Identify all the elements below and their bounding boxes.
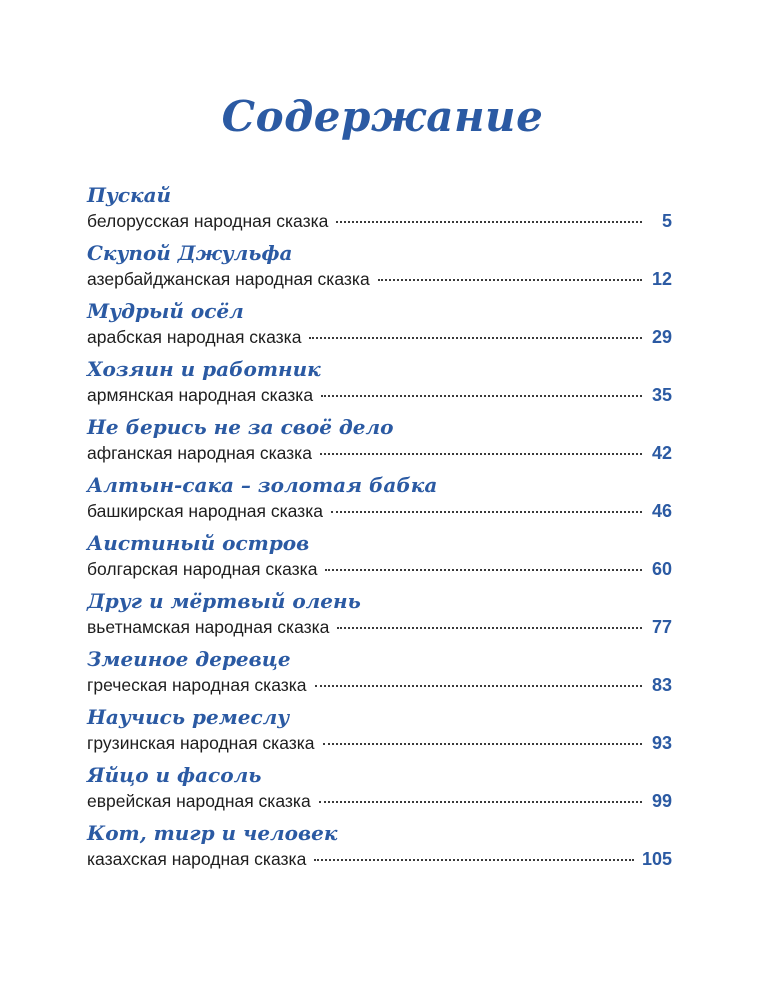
dot-leader bbox=[321, 395, 642, 397]
toc-entry-subtitle: грузинская народная сказка bbox=[87, 733, 315, 753]
toc-entry-line bbox=[87, 440, 672, 466]
toc-entry[interactable] bbox=[87, 762, 672, 820]
toc-entry-title: Не берись не за своё дело bbox=[87, 415, 394, 439]
toc-entry[interactable] bbox=[87, 588, 672, 646]
dot-leader bbox=[325, 569, 642, 571]
toc-entry[interactable] bbox=[87, 472, 672, 530]
toc-entry-line bbox=[87, 846, 672, 872]
toc-entry[interactable] bbox=[87, 646, 672, 704]
toc-entry-line bbox=[87, 208, 672, 234]
toc-entry[interactable] bbox=[87, 414, 672, 472]
toc-entry-title: Алтын-сака – золотая бабка bbox=[87, 473, 438, 497]
toc-entry[interactable] bbox=[87, 356, 672, 414]
toc-entry-title: Кот, тигр и человек bbox=[87, 821, 338, 845]
toc-entry[interactable] bbox=[87, 820, 672, 878]
toc-page-number: 93 bbox=[651, 733, 672, 753]
dot-leader bbox=[314, 859, 634, 861]
toc-entry[interactable] bbox=[87, 530, 672, 588]
toc-entry-subtitle: арабская народная сказка bbox=[87, 327, 302, 347]
toc-entry-subtitle: башкирская народная сказка bbox=[87, 501, 323, 521]
toc-entry-title: Яйцо и фасоль bbox=[87, 763, 262, 787]
dot-leader bbox=[331, 511, 642, 513]
toc-page-number: 60 bbox=[651, 559, 672, 579]
toc-entry[interactable] bbox=[87, 240, 672, 298]
dot-leader bbox=[336, 221, 642, 223]
toc-page-number: 46 bbox=[651, 501, 672, 521]
toc-entry-line bbox=[87, 672, 672, 698]
toc-page-number: 77 bbox=[651, 617, 672, 637]
toc-entry-title: Научись ремеслу bbox=[87, 705, 290, 729]
toc-entry-subtitle: вьетнамская народная сказка bbox=[87, 617, 330, 637]
toc-entry-subtitle: болгарская народная сказка bbox=[87, 559, 318, 579]
dot-leader bbox=[337, 627, 642, 629]
table-of-contents bbox=[87, 182, 672, 878]
toc-entry-line bbox=[87, 788, 672, 814]
toc-entry-line bbox=[87, 730, 672, 756]
toc-entry-title: Хозяин и работник bbox=[87, 357, 321, 381]
dot-leader bbox=[315, 685, 642, 687]
dot-leader bbox=[323, 743, 642, 745]
toc-entry-title: Мудрый осёл bbox=[87, 299, 244, 323]
toc-entry[interactable] bbox=[87, 704, 672, 762]
toc-entry-subtitle: еврейская народная сказка bbox=[87, 791, 311, 811]
page-title: Содержание bbox=[221, 92, 544, 141]
toc-entry-line bbox=[87, 266, 672, 292]
toc-entry-line bbox=[87, 614, 672, 640]
toc-entry-subtitle: азербайджанская народная сказка bbox=[87, 269, 370, 289]
dot-leader bbox=[319, 801, 642, 803]
toc-page-number: 99 bbox=[651, 791, 672, 811]
toc-page-number: 35 bbox=[651, 385, 672, 405]
toc-entry-subtitle: афганская народная сказка bbox=[87, 443, 312, 463]
dot-leader bbox=[378, 279, 642, 281]
toc-entry-line bbox=[87, 498, 672, 524]
toc-entry[interactable] bbox=[87, 182, 672, 240]
toc-entry-line bbox=[87, 324, 672, 350]
toc-page-number: 5 bbox=[661, 211, 672, 231]
toc-entry[interactable] bbox=[87, 298, 672, 356]
toc-entry-title: Аистиный остров bbox=[87, 531, 310, 555]
toc-entry-line bbox=[87, 382, 672, 408]
toc-entry-title: Друг и мёртвый олень bbox=[87, 589, 361, 613]
toc-entry-subtitle: казахская народная сказка bbox=[87, 849, 307, 869]
toc-entry-title: Скупой Джульфа bbox=[87, 241, 293, 265]
toc-entry-title: Змеиное деревце bbox=[87, 647, 291, 671]
toc-entry-subtitle: греческая народная сказка bbox=[87, 675, 307, 695]
toc-page-number: 42 bbox=[651, 443, 672, 463]
toc-page-number: 12 bbox=[651, 269, 672, 289]
dot-leader bbox=[320, 453, 642, 455]
toc-page-number: 83 bbox=[651, 675, 672, 695]
toc-page-number: 29 bbox=[651, 327, 672, 347]
toc-entry-line bbox=[87, 556, 672, 582]
dot-leader bbox=[309, 337, 642, 339]
toc-entry-title: Пускай bbox=[87, 183, 172, 207]
toc-entry-subtitle: армянская народная сказка bbox=[87, 385, 314, 405]
toc-page-number: 105 bbox=[641, 849, 672, 869]
toc-entry-subtitle: белорусская народная сказка bbox=[87, 211, 329, 231]
